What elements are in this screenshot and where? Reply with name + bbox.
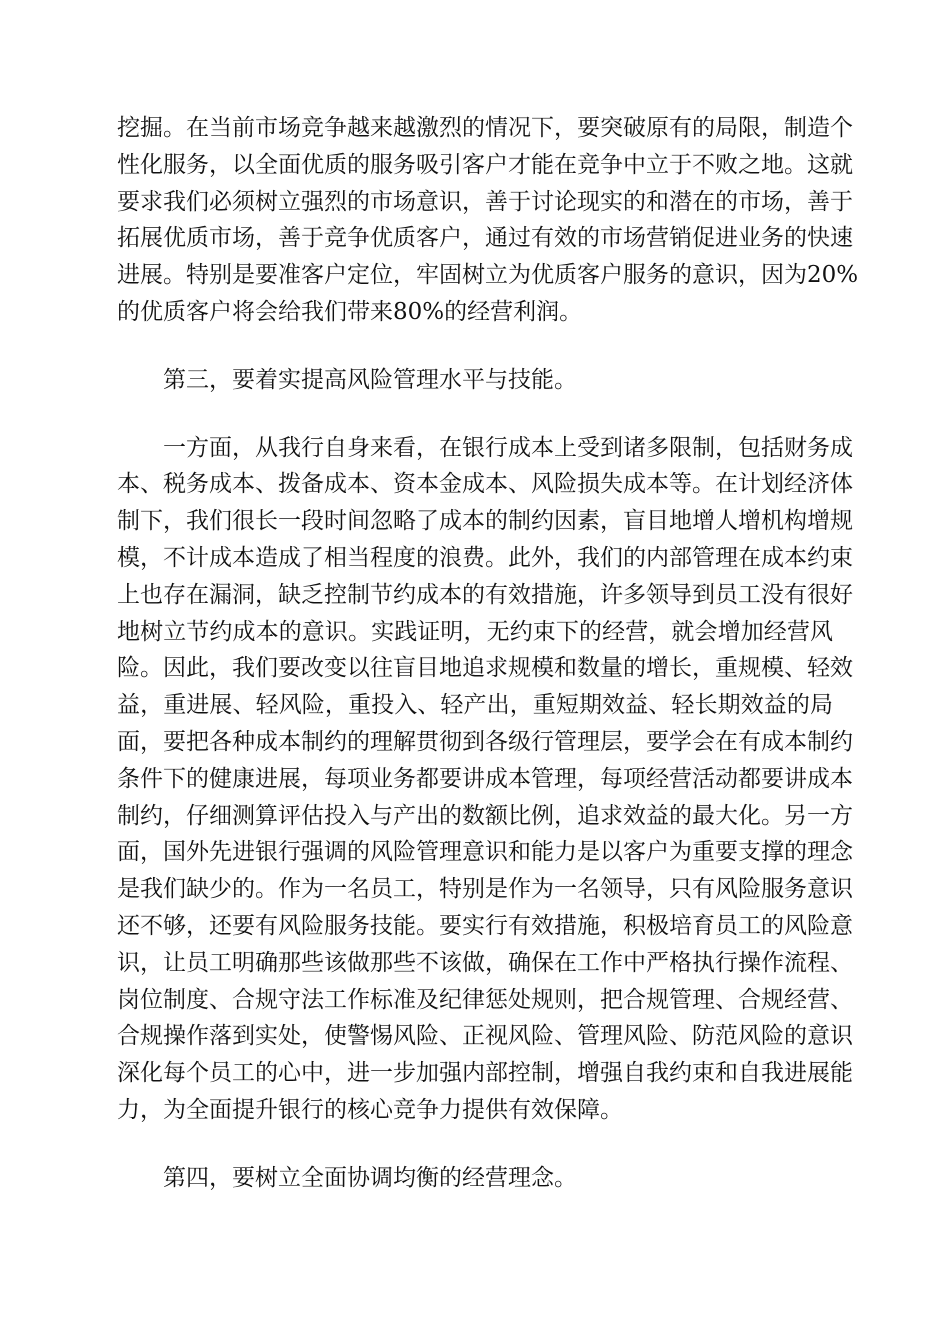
text-line: 一方面，从我行自身来看，在银行成本上受到诸多限制，包括财务成: [163, 434, 853, 461]
text-line: 面，要把各种成本制约的理解贯彻到各级行管理层，要学会在有成本制约: [117, 728, 853, 755]
text-line: 制约，仔细测算评估投入与产出的数额比例，追求效益的最大化。另一方: [117, 802, 853, 829]
text-line: 条件下的健康进展，每项业务都要讲成本管理，每项经营活动都要讲成本: [117, 765, 853, 792]
text-line: 险。因此，我们要改变以往盲目地追求规模和数量的增长，重规模、轻效: [117, 655, 853, 682]
text-line: 益，重进展、轻风险，重投入、轻产出，重短期效益、轻长期效益的局: [117, 692, 833, 719]
text-line: 岗位制度、合规守法工作标准及纪律惩处规则，把合规管理、合规经营、: [117, 986, 853, 1013]
paragraph-spacer: [117, 399, 833, 430]
text-line: 性化服务，以全面优质的服务吸引客户才能在竞争中立于不败之地。这就: [117, 151, 853, 178]
text-line: 的优质客户将会给我们带来80%的经营利润。: [117, 298, 583, 325]
document-body: [117, 110, 859, 1197]
text-line: 拓展优质市场，善于竞争优质客户，通过有效的市场营销促进业务的快速: [117, 225, 853, 252]
text-line: 上也存在漏洞，缺乏控制节约成本的有效措施，许多领导到员工没有很好: [117, 581, 853, 608]
text-line: 力，为全面提升银行的核心竞争力提供有效保障。: [117, 1096, 623, 1123]
text-line: 制下，我们很长一段时间忽略了成本的制约因素，盲目地增人增机构增规: [117, 508, 853, 535]
text-line: 要求我们必须树立强烈的市场意识，善于讨论现实的和潜在的市场，善于: [117, 188, 853, 215]
text-line: 是我们缺少的。作为一名员工，特别是作为一名领导，只有风险服务意识: [117, 876, 853, 903]
text-line: 面，国外先进银行强调的风险管理意识和能力是以客户为重要支撑的理念: [117, 839, 853, 866]
text-line: 识，让员工明确那些该做那些不该做，确保在工作中严格执行操作流程、: [117, 949, 853, 976]
paragraph-risk-management: [117, 430, 853, 1129]
text-line: 本、税务成本、拨备成本、资本金成本、风险损失成本等。在计划经济体: [117, 471, 853, 498]
text-line: 深化每个员工的心中，进一步加强内部控制，增强自我约束和自我进展能: [117, 1060, 853, 1087]
text-line: 还不够，还要有风险服务技能。要实行有效措施，积极培育员工的风险意: [117, 912, 853, 939]
text-line: 地树立节约成本的意识。实践证明，无约束下的经营，就会增加经营风: [117, 618, 833, 645]
section-heading-third: 第三，要着实提高风险管理水平与技能。: [163, 366, 577, 393]
paragraph-spacer: [117, 1129, 833, 1160]
paragraph-market-awareness: [117, 110, 859, 331]
paragraph-spacer: [117, 331, 833, 362]
text-line: 挖掘。在当前市场竞争越来越激烈的情况下，要突破原有的局限，制造个: [117, 115, 853, 141]
text-line: 合规操作落到实处，使警惕风险、正视风险、管理风险、防范风险的意识: [117, 1023, 853, 1050]
text-line: 进展。特别是要准客户定位，牢固树立为优质客户服务的意识，因为20%: [117, 262, 859, 289]
text-line: 模，不计成本造成了相当程度的浪费。此外，我们的内部管理在成本约束: [117, 544, 853, 571]
section-heading-fourth: 第四，要树立全面协调均衡的经营理念。: [163, 1164, 577, 1191]
